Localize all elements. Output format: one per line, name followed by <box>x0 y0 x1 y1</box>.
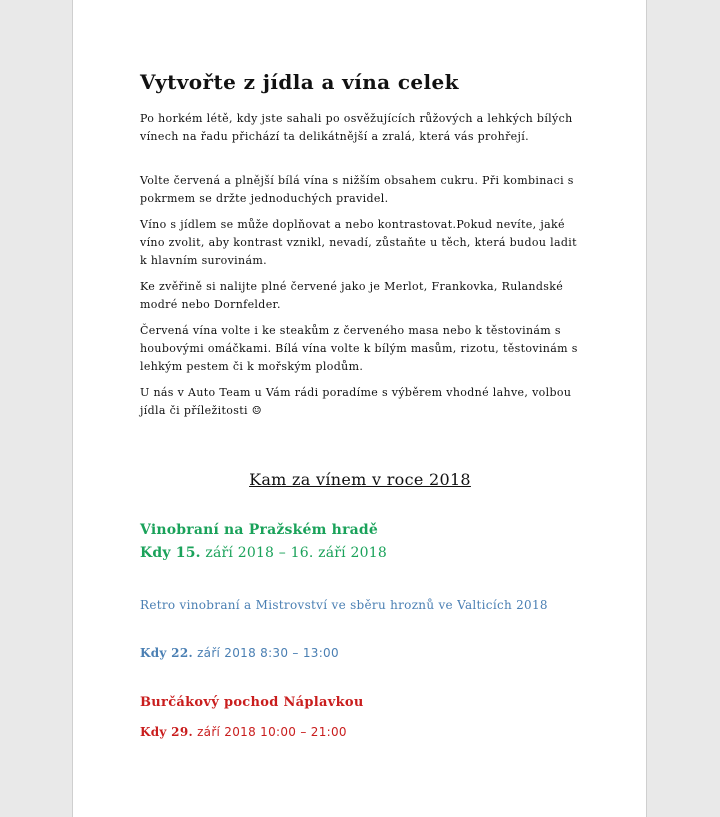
paragraph-pairing: Víno s jídlem se může doplňovat a nebo kontrastovat.Pokud nevíte, jaké víno zvolit, aby kontrast vznikl, nevadí, zůstaňte u těch, která budou ladit k hlavním surovinám. <box>140 218 577 267</box>
event-date-value: září 2018 – 16. září 2018 <box>200 545 387 561</box>
event-date-label: Kdy 22. <box>140 646 193 660</box>
event-date <box>140 725 347 739</box>
paragraph-advice: U nás v Auto Team u Vám rádi poradíme s výběrem vhodné lahve, volbou jídla či příležitosti ☺ <box>140 386 572 417</box>
event-date-label: Kdy 29. <box>140 725 193 739</box>
event-date-label: Kdy 15. <box>140 545 201 561</box>
paragraph-game: Ke zvěřině si nalijte plné červené jako je Merlot, Frankovka, Rulandské modré nebo Dornfelder. <box>140 280 564 311</box>
event-date-value: září 2018 10:00 – 21:00 <box>192 725 347 739</box>
event-date <box>140 545 387 561</box>
paragraph-red-white: Červená vína volte i ke steakům z červeného masa nebo k těstovinám s houbovými omáčkami. Bílá vína volte k bílým masům, rizotu, těstovinám s lehkým pestem či k mořským plodům. <box>140 324 578 373</box>
event-title: Vinobraní na Pražském hradě <box>140 522 379 538</box>
paragraph-choice: Volte červená a plnější bílá vína s nižším obsahem cukru. Při kombinaci s pokrmem se držte jednoduchých pravidel. <box>140 174 574 205</box>
event-title: Burčákový pochod Náplavkou <box>140 695 364 710</box>
document-page <box>72 0 647 817</box>
article-heading: Vytvořte z jídla a vína celek <box>140 70 459 94</box>
event-date <box>140 646 339 660</box>
event-date-value: září 2018 8:30 – 13:00 <box>192 646 339 660</box>
event-title: Retro vinobraní a Mistrovství ve sběru hroznů ve Valticích 2018 <box>140 598 548 612</box>
paragraph-intro: Po horkém létě, kdy jste sahali po osvěžujících růžových a lehkých bílých vínech na řadu přichází ta delikátnější a zralá, která vás prohřejí. <box>140 112 573 143</box>
events-section-title: Kam za vínem v roce 2018 <box>249 470 471 489</box>
